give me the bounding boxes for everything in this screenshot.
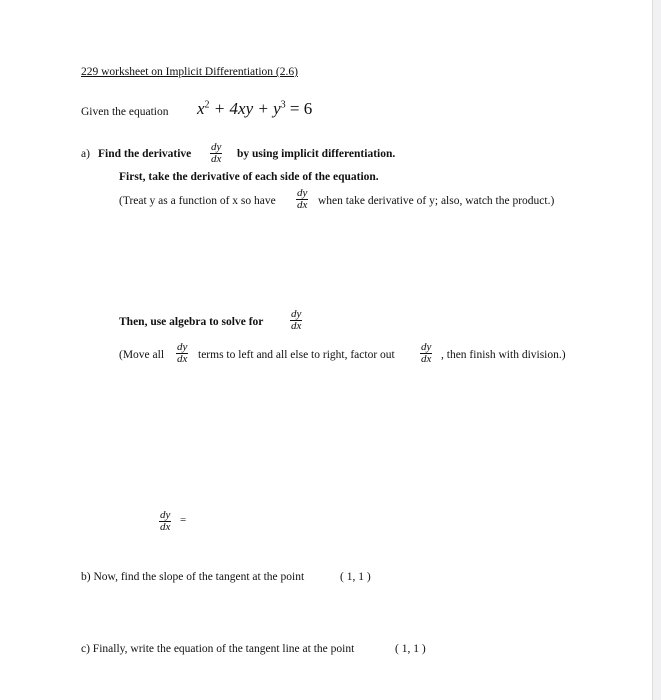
eq-x-exponent: 2 — [204, 99, 210, 111]
dy-dx-fraction — [296, 188, 308, 211]
answer-dy-dx-fraction — [159, 510, 171, 533]
fraction-numerator: dy — [421, 341, 432, 353]
fraction-denominator: dx — [421, 353, 432, 365]
worksheet-title: 229 worksheet on Implicit Differentiation (2.6) — [81, 66, 298, 78]
dy-dx-fraction — [210, 142, 222, 165]
given-equation — [197, 99, 312, 119]
fraction-numerator: dy — [160, 509, 171, 521]
fraction-numerator: dy — [211, 141, 222, 153]
fraction-denominator: dx — [211, 153, 222, 165]
part-b-text: b) Now, find the slope of the tangent at the point — [81, 571, 305, 583]
then-step-text: Then, use algebra to solve for — [119, 316, 264, 328]
fraction-denominator: dx — [160, 521, 171, 533]
part-a-label: a) — [81, 148, 90, 160]
part-b-point: ( 1, 1 ) — [340, 571, 371, 583]
part-c-text: c) Finally, write the equation of the tangent line at the point — [81, 643, 355, 655]
treat-text-before: (Treat y as a function of x so have — [119, 195, 276, 207]
eq-y-exponent: 3 — [280, 99, 286, 111]
first-step-text: First, take the derivative of each side of the equation. — [119, 171, 379, 183]
eq-middle: + 4xy + y — [213, 99, 281, 118]
dy-dx-fraction — [290, 309, 302, 332]
fraction-denominator: dx — [297, 199, 308, 211]
move-text-after: , then finish with division.) — [441, 349, 566, 361]
fraction-numerator: dy — [177, 341, 188, 353]
treat-text-after: when take derivative of y; also, watch the product.) — [318, 195, 555, 207]
given-label: Given the equation — [81, 106, 169, 118]
eq-rhs: = 6 — [289, 99, 313, 118]
dy-dx-fraction — [420, 342, 432, 365]
part-a-find-text: Find the derivative — [98, 148, 192, 160]
part-c-point: ( 1, 1 ) — [395, 643, 426, 655]
fraction-numerator: dy — [291, 308, 302, 320]
answer-equals-sign: = — [180, 514, 187, 526]
fraction-numerator: dy — [297, 187, 308, 199]
fraction-denominator: dx — [177, 353, 188, 365]
part-a-by-text: by using implicit differentiation. — [237, 148, 396, 160]
move-text-before: (Move all — [119, 349, 165, 361]
move-text-middle: terms to left and all else to right, factor out — [198, 349, 395, 361]
eq-x: x — [197, 99, 205, 118]
fraction-denominator: dx — [291, 320, 302, 332]
dy-dx-fraction — [176, 342, 188, 365]
